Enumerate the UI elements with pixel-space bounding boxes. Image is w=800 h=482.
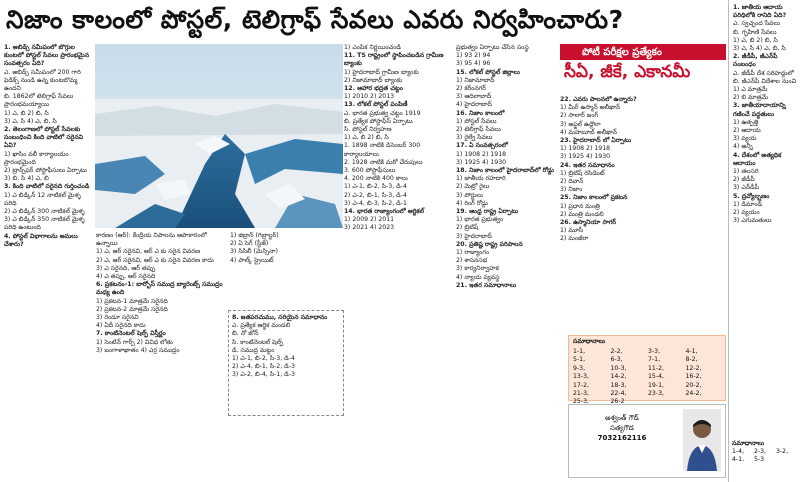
option-text: 4) ఎ తప్పు, ఆర్ సరైనది [96,273,156,281]
option-text: 1. 1898 నాటికి డిసెంబర్ 300 కార్యాలయాలు [344,142,421,158]
column-2 [96,232,226,480]
option-text: 3) వ్యయ [733,135,757,143]
question-text: 13. లోకల్ పోస్టల్ పంపిణీ [344,101,408,109]
answer-item: 6-3, [610,356,623,364]
answer-item: 9-3, [573,364,586,372]
option-text: 1) ఎ-1, బి-2, సి-3, డి-4 [232,355,295,363]
answer-item: 22-4, [610,390,627,398]
option-text: బి. ప్రత్యేక పోస్టాఫీస్ ఏర్పాటు [344,117,413,125]
option-text: 3) ఆదిలాబాద్ [456,93,492,101]
answer-item: 1-1, [573,348,586,355]
column-6 [560,96,726,332]
question-text: 16. నిజాం కాలంలో [456,109,505,117]
option-text: 4) హైదరాబాద్ [456,101,492,109]
answer-item: 18-3, [610,381,627,389]
option-text: 2) ఎ, ఆర్ సరైనవి, ఆర్ ఎ కు సరైన వివరణ కాదు [96,256,214,264]
option-text: 2) సాలార్ జంగ్ [560,112,599,120]
option-text: 2. 1928 నాటికి మరో చేరుపులు [344,158,423,166]
answer-item: 14-2, [610,373,627,381]
option-text: 1) 2010 2) 2013 [344,93,395,101]
answer-item: 13-3, [573,373,590,381]
option-text: 1) డిమాండ్ [733,200,763,208]
option-text: 3) బి, సి 4) ఎ, బి [4,175,49,183]
option-text: 2) శాసనసభ [456,257,488,265]
option-text: 3. 600 పోస్టాఫీసులు [344,167,396,175]
author-box [568,404,726,478]
answer-item: 10-3, [610,364,627,372]
photo-graphic [95,44,343,228]
option-text: డి. సముద్ర మట్టం [232,346,275,354]
answer-item: 23-3, [648,390,665,398]
option-text: 2) మంజీరా [560,235,589,243]
option-text: 4) మహబూబ్ అలీఖాన్ [560,128,617,136]
question-text: 4. పోస్టల్‌ విభాగాలను అమలు చేశారు? [4,232,78,248]
option-text: 1) ఎ మాత్రమే [733,86,768,94]
option-text: 1) ఎ, బి 2) బి, సి [344,134,389,142]
option-text: 2) ఏ సెగ్ (స్టీజ్) [230,240,269,248]
matching-question [232,314,340,412]
option-text: 1) ఎ బిడ్కిన్ 12 నాటికల్ మైళ్ళ పరిధి [4,191,81,207]
option-text: 2) వ్యయం [733,209,760,217]
option-text: 1) భారత ప్రభుత్వం [456,216,504,224]
option-text: 3) ఎ, సి 4) ఎ, బి, సి [4,117,57,125]
option-text: 2) ప్రకటన-2 మాత్రమే సరైనది [96,305,168,313]
option-text: 1) 2009 2) 2011 [344,216,395,224]
option-text: 3) ఎ బిడ్కిన్ 350 నాటికల్ మైళ్ళ పరిధి ఉంటుంది [4,216,85,232]
answer-item: 3-3, [648,348,661,355]
option-text: 2) బి మాత్రమే [733,94,768,102]
question-text: 14. భారత రాజ్యాంగంలో ఆర్టికల్ [344,208,424,216]
banner-top-label: పోటీ పరీక్షల ప్రత్యేకం [582,47,662,58]
question-text: 11. TS రాష్ట్రంలో స్థాపించబడిన గ్రామీణ బ్యాంకు [344,52,444,68]
right-answers [732,440,798,465]
option-text: 3) 1925 4) 1930 [560,153,611,161]
question-text: 18. నిజాం కాలంలో హైదరాబాద్‌లో రోడ్డు [456,167,554,175]
option-text: 2) ఎ-2, బి-1, సి-3, డి-4 [344,191,407,199]
answers-box [568,335,726,406]
option-text: 3) 95 4) 96 [456,60,491,68]
author-phone: 7032162116 [597,434,647,442]
option-text: బి. 1862లో టెలిగ్రాఫ్‌ సేవలు ప్రారంభమయ్యాయి [4,93,74,109]
answer-item: 25-3, [573,398,590,406]
answer-item: 15-4, [648,373,665,381]
option-text: 3) ఎ సరైనది, ఆర్ తప్పు [96,264,156,272]
question-text: 3. జాతీయాదాయాన్ని గణించే పద్ధతులు [733,102,786,118]
option-text: 2) ట్రాన్స్‌ఫర్ పోస్టాఫీసులు ఏర్పాటు [4,167,87,175]
option-text: 1) రాజ్యాంగం [456,249,490,257]
option-text: 3) ఎ-2, బి-4, సి-1, డి-3 [232,371,295,379]
option-text: బి. గృహిణి సేవలు [733,28,777,36]
option-text: ప్రభుత్వం ఏర్పాటు చేసిన సంస్థ [456,44,529,51]
option-text: 4) న్యాయ వ్యవస్థ [456,273,500,281]
question-text: 17. ఏ సంవత్సరంలో [456,142,508,150]
author-photo [683,409,721,471]
question-text: 22. ఎవరు పాలనలో ఉన్నారు? [560,96,637,103]
banner-top [560,44,726,60]
option-text: 3) 2021 4) 2023 [344,224,395,232]
column-5 [456,44,556,480]
answer-item: 20-2, [685,381,702,389]
option-text: 1) బ్రిటిష్ రెసిడెంట్ [560,169,605,177]
answer-item: 26-2 [610,398,625,406]
option-text: ఎ. స్వచ్ఛంద సేవలు [733,20,780,28]
answer-item: 17-2, [573,381,590,389]
answer-item: 11-2, [648,364,665,372]
author-name: అశ్వంత్ గౌడ్ [605,414,639,422]
option-text: 1) ఎంపిక నిర్ణయించండి [344,44,401,51]
right-answers-grid [732,448,798,464]
option-text: 4) రింగ్ రోడ్డు [456,199,488,207]
option-text: 4. 200 నాటికి 400 కాలు [344,175,408,183]
option-text: 1) ఎ-1, బి-2, సి-3, డి-4 [344,183,407,191]
option-text: 1) ఎ, బి 2) బి, సి [4,109,49,117]
option-text: 1) ఎ, ఆర్ సరైనవి, ఆర్ ఎ కు సరైన వివరణ [96,248,201,256]
option-text: 3) పోర్టులు [456,191,483,199]
answer-item: 3-2, [776,448,789,456]
matching-question-box [228,310,344,416]
answers-grid [573,348,723,407]
option-text: 3) సిసిలీ (మెస్సినా) [230,248,278,256]
question-text: 23. హైదరాబాద్ లో ఏర్పాటు [560,137,632,145]
option-text: బి. నో జోన్ [232,330,259,338]
option-text: 2) జీడీపీ [733,176,755,184]
option-text: 3) రైల్వే సేవలు [456,134,493,142]
right-sidebar [728,0,800,482]
option-text: 1) ఎ, బి 2) బి, సి [733,36,778,44]
answer-item: 1-4, [732,448,745,456]
question-text: 8. జతపరచుము, సరియైన సమాధానం [232,314,328,321]
option-text: 1) 93 2) 94 [456,52,491,60]
column-1 [4,44,94,476]
option-text: 3) బంగాళాఖాతం 4) ఎర్ర సముద్రం [96,346,180,354]
option-text: 3) ఎ, సి 4) ఎ, బి, సి [733,45,786,53]
option-text: ఎ. అబిడ్స్‌ సమీపంలో 200 గారి ఫెడిక్స్ నుండి ఉన్న కుంటబొమ్మ ఉందని [4,68,81,93]
question-text: 5. ద్రవ్యోల్బణం [733,192,770,200]
option-text: 2) ఎ-4, బి-1, సి-2, డి-3 [232,363,295,371]
option-text: 2) బ్రిటిష్ [456,224,479,232]
answer-item: 8-2, [685,356,698,364]
option-text: 1) జిబ్రాన్ (గిబ్రాల్టర్) [230,232,279,239]
option-text: 3) ఎ-4, బి-3, సి-2, డి-1 [344,199,407,207]
option-text: 1) నిజామాబాద్ [456,76,495,84]
headline-banner [0,0,800,40]
option-text: 4) ఏదీ సరైనది కాదు [96,322,146,330]
banner-bottom [560,62,726,90]
column-3 [230,232,342,306]
option-text: 1) ఉత్పత్తి [733,118,759,126]
option-text: 3) ఎన్‌డీపీ [733,184,760,192]
option-text: 1) ప్రకటన-1 మాత్రమే సరైనది [96,297,168,305]
answer-item: 5-1, [573,356,586,364]
page-title: నిజాం కాలంలో పోస్టల్, టెలిగ్రాఫ్ సేవలు ఎవరు నిర్వహించారు? [6,5,624,34]
question-text: 20. ప్రతిష్ట రాష్ట్ర పరిపాలన [456,240,523,248]
option-text: ఎ. ప్రత్యేక ఆర్థిక మండలి [232,322,291,330]
option-text: 1) ఖాసిం వలీ కార్యాలయం ప్రారంభమైంది [4,150,69,166]
option-text: 1) 1908 2) 1918 [456,150,507,158]
option-text: 1) ప్రధాన మంత్రి [560,202,600,210]
option-text: 3) హైదరాబాద్ [456,232,492,240]
option-text: 1) సెంటిన్ గార్స్ 2) వివిధ లోతు [96,338,173,346]
option-text: బి. జీఎన్‌పీ విదేశాల నుంచి [733,77,797,85]
answer-item: 24-2, [685,390,702,398]
question-text: 2. జీడీపీ, జీఎన్‌పీ సంబంధం [733,53,778,69]
option-text: 1) పోస్టల్ సేవలు [456,117,497,125]
option-text: 3) అఫ్జల్ ఉద్దౌలా [560,120,601,128]
author-avatar-graphic [683,409,721,471]
option-text: 3) నిజాం [560,186,583,194]
question-text: 1. జాతీయ ఆదాయ పరిధిలోకి రానిది ఏది? [733,4,787,20]
option-text: సి. కాంటినెంటల్ షెల్ఫ్ [232,338,284,346]
option-text: 3) కార్యనిర్వాహక [456,265,499,273]
option-text: 2) దివాన్ [560,178,584,186]
question-text: 19. ఆంధ్ర రాష్ట్ర ఏర్పాటు [456,208,519,216]
option-text: 1) జాతీయ రహదారి [456,175,506,183]
question-text: 25. నిజాం కాలంలో ప్రకటన [560,194,628,202]
question-text: 12. ఆహార భద్రత చట్టం [344,85,403,93]
column-4 [344,44,454,480]
question-text: 15. లోకల్ పోస్టల్ జిల్లాలు [456,68,520,76]
author-info [573,413,671,443]
question-text: 4. దేశంలో అత్యధిక ఆదాయం [733,151,782,167]
question-text: 24. ఇతర సమాధానం [560,161,615,169]
answer-item: 5-3 [754,456,765,464]
question-text: 26. ఉస్మానియా సాగర్ [560,219,617,227]
answer-item: 4-1, [685,348,698,355]
answer-item: 2-2, [610,348,623,355]
option-text: 1) హైదరాబాద్ గ్రామీణ బ్యాంకు [344,68,419,76]
answers-title: సమాధానాలు [573,338,606,345]
answer-item: 19-1, [648,381,665,389]
answer-item: 16-2, [685,373,702,381]
option-text: 3) 1925 4) 1930 [456,158,507,166]
option-text: 2) కరీంనగర్ [456,85,486,93]
question-text: 7. కాంటినెంటల్ షెల్ఫ్ విస్తీర్ణం [96,330,166,338]
option-text: 3) రెండూ సరైనవి [96,314,139,322]
question-text: 21. ఇతర సమాధానాలు [456,281,517,289]
option-text: 4) పాల్క్ స్ట్రెయిట్ [230,256,274,264]
option-text: 4) అన్నీ [733,143,753,151]
question-text: 1. అబిడ్స్‌ సమీపంలో బొగ్గుల కుంటలో పోస్టల్ సేవలు ప్రారంభమైన సంవత్సరం ఏది? [4,44,90,68]
option-text: 2) ఎ బిడ్కిన్ 300 నాటికల్ మైళ్ళ [4,208,85,216]
answer-item: 21-3, [573,390,590,398]
option-text: 1) మూసీ [560,227,584,235]
option-text: సి. పోస్టల్ నిర్వహణ [344,126,392,134]
exam-special-banner [560,44,726,92]
question-text: 6. ప్రకటనం-1: బార్బోస్ సముద్ర బ్యారెంట్స్ సముద్రం మధ్య ఉంది [96,281,223,297]
option-text: 2) మంత్రి మండలి [560,210,604,218]
option-text: 2) ఆదాయ [733,127,761,135]
option-text: ఎ. భారత ప్రభుత్వ చట్టం 1919 [344,109,421,117]
option-text: 2) నిజామాబాద్ బ్యాంకు [344,76,403,84]
answer-item: 4-1, [732,456,745,464]
option-text: 1) మీర్ ఉస్మాన్ అలీఖాన్ [560,104,620,112]
option-text: ఎ. జీడీపీ దేశ సరిహద్దులో [733,69,794,77]
answer-item: 2-3, [754,448,767,456]
answer-item: 12-2, [685,364,702,372]
option-text: 1) తలసరి [733,168,759,176]
author-place: సత్యగౌడ [610,424,634,432]
column-7 [733,4,797,434]
option-text: 3) ఎగుమతులు [733,217,772,225]
banner-bottom-label: సీఏ, జీకే, ఎకానమీ [564,62,691,82]
option-text: 2) మెట్రో రైలు [456,183,490,191]
question-text: 2. తెలంగాణలో పోస్టల్ సేవలకు సంబంధించి కింది వాటిలో సరైనవి ఏవి? [4,126,84,150]
option-text: కారణం (ఆర్): కేంద్రీయ నిపాలను ఆపాకారంలో ఉన్నాయి [96,232,207,248]
right-answers-title: సమాధానాలు [732,440,765,447]
option-text: 1) 1908 2) 1918 [560,145,611,153]
answer-item: 7-1, [648,356,661,364]
question-text: 3. కింది వాటిలో సరైనది గుర్తించండి [4,183,90,191]
option-text: 2) టెలిగ్రాఫ్ సేవలు [456,126,501,134]
sea-ice-photo [95,44,343,228]
